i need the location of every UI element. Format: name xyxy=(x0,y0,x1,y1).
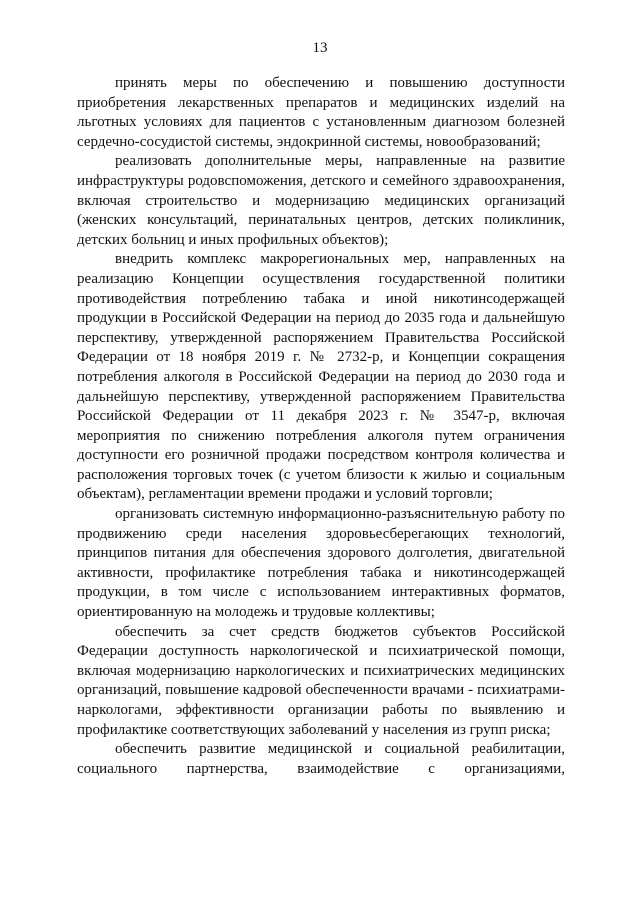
paragraph-rehabilitation: обеспечить развитие медицинской и социальной реабилитации, социального партнерства, взаимодействие с организациями, xyxy=(77,741,565,777)
paragraph-psychiatric-care: обеспечить за счет средств бюджетов субъектов Российской Федерации доступность наркологической и психиатрической помощи, включая модернизацию наркологических и психиатрических медицинских организаций, повышение кадровой обеспеченности врачами - психиатрами-наркологами, эффективности организации работы по выявлению и профилактике соответствующих заболеваний у населения из групп риска; xyxy=(77,623,565,738)
paragraph-information-work: организовать системную информационно-разъяснительную работу по продвижению среди населения здоровьесберегающих технологий, принципов питания для обеспечения здорового долголетия, двигательной активности, профилактике потребления табака и никотинсодержащей продукции, в том числе с использованием интерактивных форматов, ориентированную на молодежь и трудовые коллективы; xyxy=(77,506,565,621)
body-text xyxy=(77,74,565,779)
paragraph-tobacco-alcohol-measures: внедрить комплекс макрорегиональных мер, направленных на реализацию Концепции осуществления государственной политики противодействия потреблению табака и иной никотинсодержащей продукции в Российской Федерации на период до 2035 года и дальнейшую перспективу, утвержденной распоряжением Правительства Российской Федерации от 18 ноября 2019 г. № 2732-р, и Концепции сокращения потребления алкоголя в Российской Федерации на период до 2030 года и дальнейшую перспективу, утвержденной распоряжением Правительства Российской Федерации от 11 декабря 2023 г. № 3547-р, включая мероприятия по снижению потребления алкоголя путем ограничения доступности его розничной продажи посредством контроля количества и расположения торговых точек (с учетом близости к жилью и социальным объектам), регламентации времени продажи и условий торговли; xyxy=(77,251,565,503)
paragraph-maternity-infrastructure: реализовать дополнительные меры, направленные на развитие инфраструктуры родовспоможения, детского и семейного здравоохранения, включая строительство и модернизацию медицинских организаций (женских консультаций, перинатальных центров, детских поликлиник, детских больниц и иных профильных объектов); xyxy=(77,153,565,248)
paragraph-medicine-access: принять меры по обеспечению и повышению доступности приобретения лекарственных препаратов и медицинских изделий на льготных условиях для пациентов с установленным диагнозом болезней сердечно-сосудистой системы, эндокринной системы, новообразований; xyxy=(77,75,565,150)
page-number: 13 xyxy=(312,40,328,56)
